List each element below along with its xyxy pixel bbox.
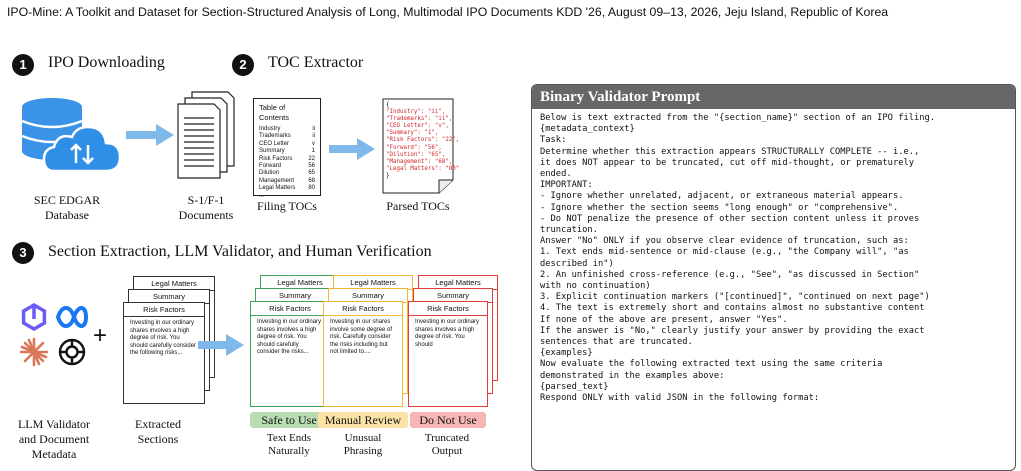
safe-sub-line1: Text Ends <box>266 432 312 444</box>
review-risk-card <box>323 301 403 407</box>
documents-caption <box>166 193 246 223</box>
documents-caption-line1: S-1/F-1 <box>187 193 225 207</box>
safe-summary-title: Summary <box>256 289 334 303</box>
toc-row <box>259 133 315 140</box>
safe-legal-title: Legal Matters <box>261 276 339 290</box>
prompt-line: If none of the above are present, answer "Yes". <box>540 314 788 325</box>
donot-sub-line1: Truncated <box>424 432 470 444</box>
toc-rows <box>259 126 315 200</box>
json-line: "Legal Matters": "80" <box>386 165 460 172</box>
manual-review-label: Manual Review <box>318 412 408 428</box>
toc-row-page: ii <box>312 126 315 132</box>
edgar-caption <box>12 193 122 223</box>
prompt-line: sentences that are truncated. <box>540 337 693 348</box>
prompt-line: 1. Text ends mid-sentence or mid-clause (e.g., "the Company will", "as <box>540 247 909 258</box>
extracted-caption-line2: Sections <box>137 432 179 446</box>
toc-row-page: 56 <box>308 163 315 170</box>
prompt-line: {metadata_context} <box>540 124 635 135</box>
toc-row-page: ii <box>312 133 315 140</box>
prompt-line: described in") <box>540 258 614 269</box>
review-risk-title: Risk Factors <box>324 302 402 316</box>
meta-logo-icon <box>58 308 86 326</box>
page-header: IPO-Mine: A Toolkit and Dataset for Section-Structured Analysis of Long, Multimodal IPO Documents KDD '26, August 09–13, 2026, Jeju Island, Republic of Korea <box>7 5 889 19</box>
step-2-title: TOC Extractor <box>268 54 364 71</box>
review-sub-line2: Phrasing <box>343 445 383 457</box>
llm-logos-icon <box>18 300 90 372</box>
documents-caption-line2: Documents <box>178 208 234 222</box>
json-open-brace: { <box>386 102 390 108</box>
prompt-line: If the answer is "No," clearly justify your answer by providing the exact <box>540 325 925 336</box>
legal-matters-title: Legal Matters <box>134 277 214 291</box>
safe-risk-title: Risk Factors <box>251 302 329 316</box>
review-subcaption <box>323 432 403 458</box>
review-sub-line1: Unusual <box>344 432 382 444</box>
parsed-toc-json <box>386 102 460 180</box>
prompt-line: Respond ONLY with valid JSON in the following format: <box>540 393 820 404</box>
prompt-line: truncation. <box>540 225 598 236</box>
step-1-badge: 1 <box>12 54 34 76</box>
toc-row-name: Legal Matters <box>259 185 296 192</box>
edgar-caption-line1: SEC EDGAR <box>33 193 101 207</box>
toc-row-name: Risk Factors <box>259 155 293 162</box>
toc-row-name: Forward <box>259 163 282 170</box>
step-1-title: IPO Downloading <box>48 54 165 71</box>
toc-row <box>259 148 315 155</box>
review-summary-title: Summary <box>329 289 407 303</box>
toc-title: Table of Contents <box>259 103 290 122</box>
safe-risk-card <box>250 301 330 407</box>
summary-title: Summary <box>129 290 209 304</box>
review-risk-text: Investing in our shares involve some degree of risk. Carefully consider the risks including but not limited to.... <box>330 319 393 355</box>
filing-toc-document <box>253 98 321 199</box>
prompt-line: Answer "No" ONLY if you observe clear evidence of truncation, such as: <box>540 236 909 247</box>
llm-caption-line3: Metadata <box>31 447 77 461</box>
validator-prompt-box <box>531 84 1016 471</box>
toc-row <box>259 163 315 170</box>
json-line: "Risk Factors": "22", <box>386 137 460 144</box>
risk-factors-title: Risk Factors <box>124 303 204 317</box>
database-cloud-icon <box>14 97 124 175</box>
toc-row <box>259 170 315 177</box>
plus-sign: + <box>93 322 108 349</box>
llm-validator-caption <box>4 417 104 462</box>
arrow-right-icon <box>124 122 176 148</box>
risk-factors-card <box>123 302 205 404</box>
risk-factors-text: Investing in our ordinary shares involves a high degree of risk. You should carefully consider the following risks... <box>130 320 197 356</box>
prompt-body <box>532 109 1015 408</box>
edgar-caption-line2: Database <box>45 208 89 222</box>
review-legal-title: Legal Matters <box>334 276 412 290</box>
json-close-brace: } <box>386 172 390 179</box>
toc-row <box>259 126 315 133</box>
prompt-line: Below is text extracted from the "{section_name}" section of an IPO filing. <box>540 113 936 123</box>
step-3-title: Section Extraction, LLM Validator, and Human Verification <box>48 243 432 260</box>
toc-row-name: Management <box>259 177 295 184</box>
toc-row-name: Dilution <box>259 170 280 177</box>
prompt-line: IMPORTANT: <box>540 180 593 191</box>
filing-tocs-caption: Filing TOCs <box>257 199 317 213</box>
json-line: "Industry": "ii", <box>386 109 446 116</box>
json-line: "Trademarks": "ii", <box>386 116 453 123</box>
donot-risk-text: Investing in our ordinary shares involves a high degree of risk. You should <box>415 319 480 348</box>
llm-caption-line2: and Document <box>18 432 90 446</box>
toc-row-page: 22 <box>308 155 315 162</box>
prompt-line: {examples} <box>540 348 593 359</box>
toc-row-name: CEO Letter <box>259 140 290 147</box>
prompt-line: it does NOT appear to be truncated, cut off mid-thought, or prematurely <box>540 157 915 168</box>
step-3-badge: 3 <box>12 242 34 264</box>
arrow-right-icon <box>196 332 246 358</box>
json-line: "Summary": "1", <box>386 130 439 137</box>
llm-caption-line1: LLM Validator <box>17 417 91 431</box>
extracted-caption-line1: Extracted <box>135 417 181 431</box>
json-line: "Dilution": "65", <box>386 151 446 158</box>
prompt-line: Task: <box>540 135 567 146</box>
knot-logo-icon <box>60 340 84 364</box>
prompt-line: with no continuation) <box>540 281 651 292</box>
prompt-line: demonstrated in the examples above: <box>540 370 725 381</box>
prompt-line: ended. <box>540 169 572 180</box>
toc-row-page: v <box>312 140 315 147</box>
document-stack-icon <box>176 90 236 180</box>
do-not-use-label: Do Not Use <box>410 412 486 428</box>
donot-subcaption <box>408 432 486 458</box>
prompt-line: 2. An unfinished cross-reference (e.g., "See", "as discussed in Section" <box>540 269 920 280</box>
toc-row-name: Industry <box>259 126 281 132</box>
json-line: "CEO Letter": "v", <box>386 123 449 130</box>
toc-row-page: 80 <box>308 185 315 192</box>
step-2-badge: 2 <box>232 54 254 76</box>
toc-row-name: Trademarks <box>259 133 291 140</box>
parsed-tocs-caption: Parsed TOCs <box>386 199 450 213</box>
arrow-right-icon <box>327 136 377 162</box>
prompt-title: Binary Validator Prompt <box>532 85 1015 109</box>
hexagon-logo-icon <box>24 305 45 329</box>
prompt-line: - Ignore whether unrelated, adjacent, or extraneous material appears. <box>540 191 904 202</box>
json-line: "Forward": "56", <box>386 144 442 151</box>
toc-row <box>259 185 315 192</box>
toc-row-page: 65 <box>308 170 315 177</box>
prompt-line: - Ignore whether the section seems "long enough" or "comprehensive". <box>540 202 899 213</box>
toc-row-page: 68 <box>308 177 315 184</box>
toc-row-name: Summary <box>259 148 285 155</box>
safe-to-use-label: Safe to Use <box>250 412 328 428</box>
extracted-sections-caption <box>118 417 198 447</box>
starburst-logo-icon <box>21 339 47 365</box>
prompt-line: 4. The text is extremely short and contains almost no substantive content <box>540 303 925 314</box>
prompt-line: - Do NOT penalize the presence of other section content unless it proves <box>540 213 920 224</box>
toc-row <box>259 141 315 148</box>
toc-row <box>259 178 315 185</box>
prompt-line: {parsed_text} <box>540 381 609 392</box>
safe-sub-line2: Naturally <box>268 445 310 457</box>
donot-risk-card <box>408 301 488 407</box>
donot-summary-title: Summary <box>414 289 492 303</box>
donot-risk-title: Risk Factors <box>409 302 487 316</box>
prompt-line: Determine whether this extraction appears STRUCTURALLY COMPLETE -- i.e., <box>540 146 920 157</box>
safe-risk-text: Investing in our ordinary shares involves a high degree of risk. You should carefully consider the risks... <box>257 319 322 355</box>
donot-legal-title: Legal Matters <box>419 276 497 290</box>
toc-row-page: 1 <box>311 148 315 155</box>
donot-sub-line2: Output <box>431 445 463 457</box>
toc-row <box>259 156 315 163</box>
prompt-line: 3. Explicit continuation markers ("[continued]", "continued on next page") <box>540 292 930 303</box>
prompt-line: Now evaluate the following extracted text using the same criteria <box>540 359 883 370</box>
toc-row-name: ... <box>259 192 265 199</box>
safe-subcaption <box>250 432 328 458</box>
json-line: "Management": "68", <box>386 158 453 165</box>
